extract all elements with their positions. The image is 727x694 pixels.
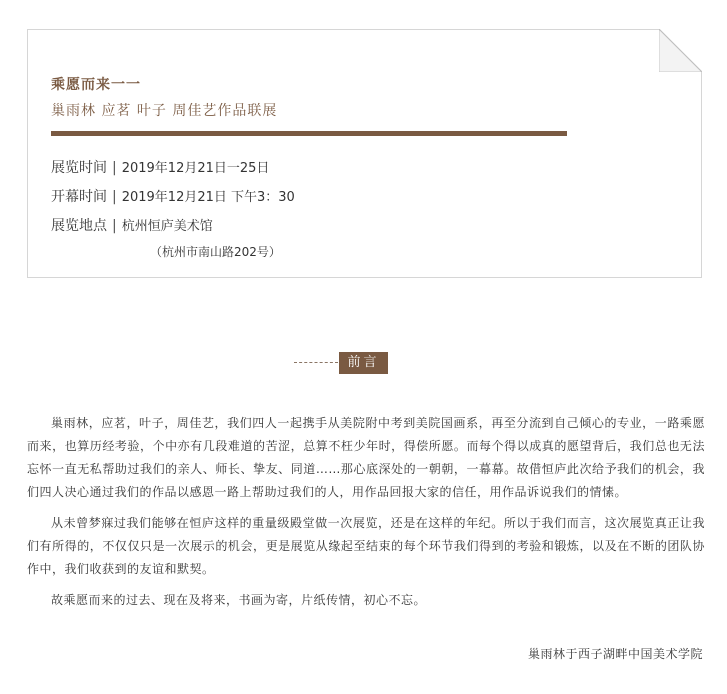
exhibition-dates-row: [51, 157, 269, 177]
info-value: 2019年12月21日 下午3：30: [121, 190, 295, 205]
preface-heading-label: 前言: [339, 352, 388, 374]
preface-paragraph: 从未曾梦寐过我们能够在恒庐这样的重量级殿堂做一次展览，还是在这样的年纪。所以于我们而言，这次展览真正让我们有所得的，不仅仅只是一次展示的机会，更是展览从缘起至结束的每个环节我们得到的考验和锻炼，以及在不断的团队协作中，我们收获到的友谊和默契。: [27, 516, 705, 576]
page-fold-icon: [659, 29, 702, 72]
preface-paragraph: 巢雨林，应茗，叶子，周佳艺，我们四人一起携手从美院附中考到美院国画系，再至分流到自己倾心的专业，一路乘愿而来，也算历经考验，个中亦有几段难道的苦涩，总算不枉少年时，得偿所愿。而每个得以成真的愿望背后，我们总也无法忘怀一直无私帮助过我们的亲人、师长、挚友、同道……那心底深处的一朝朝，一幕幕。故借恒庐此次给予我们的机会，我们四人决心通过我们的作品以感恩一路上帮助过我们的人，用作品回报大家的信任，用作品诉说我们的情愫。: [27, 416, 705, 499]
venue-address: （杭州市南山路202号）: [150, 245, 281, 259]
info-separator: |: [112, 189, 117, 205]
heading-dash-left: [294, 362, 338, 363]
exhibition-title: 乘愿而来一一: [51, 77, 141, 93]
preface-heading: [0, 352, 727, 374]
exhibition-info-card: [27, 29, 702, 278]
preface-paragraph: 故乘愿而来的过去、现在及将来，书画为寄，片纸传情，初心不忘。: [51, 593, 427, 607]
info-value: 2019年12月21日一25日: [121, 161, 270, 176]
info-value: 杭州恒庐美术馆: [121, 219, 213, 234]
title-divider: [51, 131, 567, 136]
preface-body: [27, 412, 705, 620]
venue-row: [51, 215, 213, 235]
info-label: 展览时间: [51, 160, 107, 176]
opening-time-row: [51, 186, 295, 206]
info-label: 开幕时间: [51, 189, 107, 205]
preface-signature: 巢雨林于西子湖畔中国美术学院: [527, 647, 703, 661]
info-separator: |: [112, 160, 117, 176]
info-separator: |: [112, 218, 117, 234]
exhibition-subtitle: 巢雨林 应茗 叶子 周佳艺作品联展: [51, 103, 278, 119]
info-label: 展览地点: [51, 218, 107, 234]
